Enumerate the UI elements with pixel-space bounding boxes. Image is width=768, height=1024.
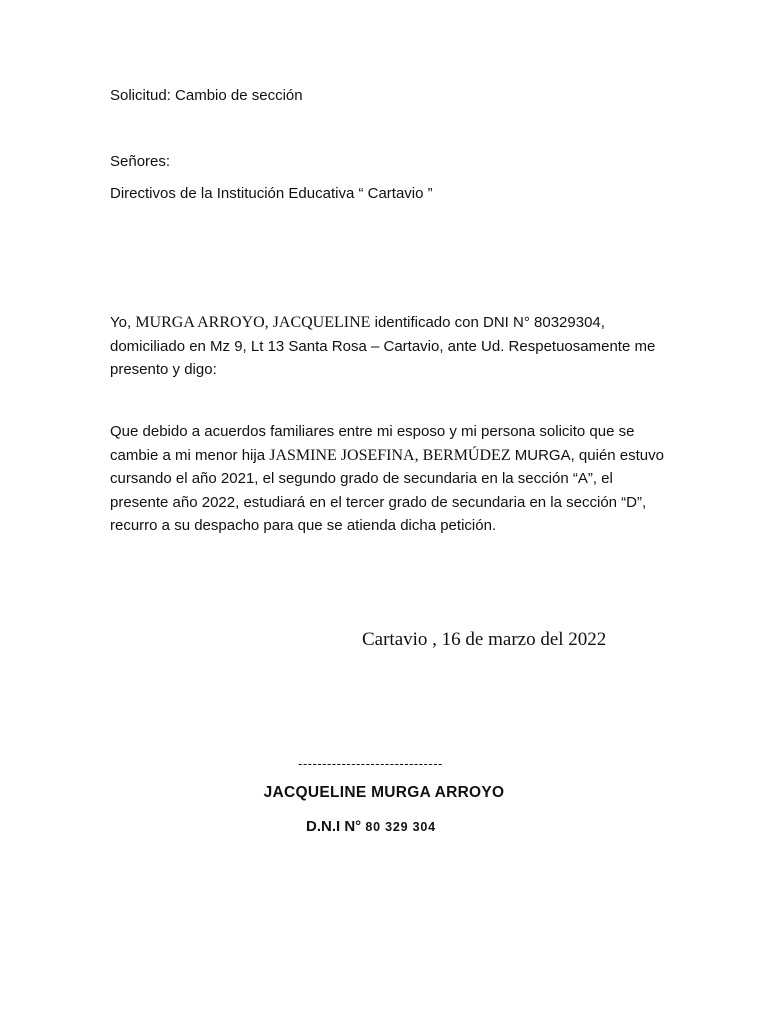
salutation: Señores: xyxy=(110,153,171,170)
request-text-start: Que debido a acuerdos familiares entre mi esposo y mi persona solicito que se cambie a mi menor hija xyxy=(110,423,635,464)
request-paragraph xyxy=(110,420,670,538)
date-line: Cartavio , 16 de marzo del 2022 xyxy=(362,629,607,650)
intro-paragraph xyxy=(110,311,670,382)
dni-number: 80 329 304 xyxy=(365,820,436,834)
request-text-rest: MURGA, quién estuvo cursando el año 2021, el segundo grado de secundaria en la sección “A”, el presente año 2022, estudiará en el tercer grado de secundaria en la sección “D”, recurro a su despacho para que se atienda dicha petición. xyxy=(110,446,664,534)
signer-name: JACQUELINE MURGA ARROYO xyxy=(263,784,505,801)
intro-prefix: Yo, xyxy=(110,314,136,331)
signer-dni xyxy=(306,818,436,835)
signature-line: ------------------------------ xyxy=(298,756,443,771)
dni-label: D.N.I N° xyxy=(306,818,362,835)
applicant-name: MURGA ARROYO, JACQUELINE xyxy=(135,314,371,331)
child-name: JASMINE JOSEFINA, BERMÚDEZ xyxy=(269,446,511,464)
addressee: Directivos de la Institución Educativa “ Cartavio ” xyxy=(110,185,433,202)
subject-line: Solicitud: Cambio de sección xyxy=(110,87,303,104)
intro-rest: identificado con DNI N° 80329304, domiciliado en Mz 9, Lt 13 Santa Rosa – Cartavio, ante Ud. Respetuosamente me presento y digo: xyxy=(110,314,656,378)
